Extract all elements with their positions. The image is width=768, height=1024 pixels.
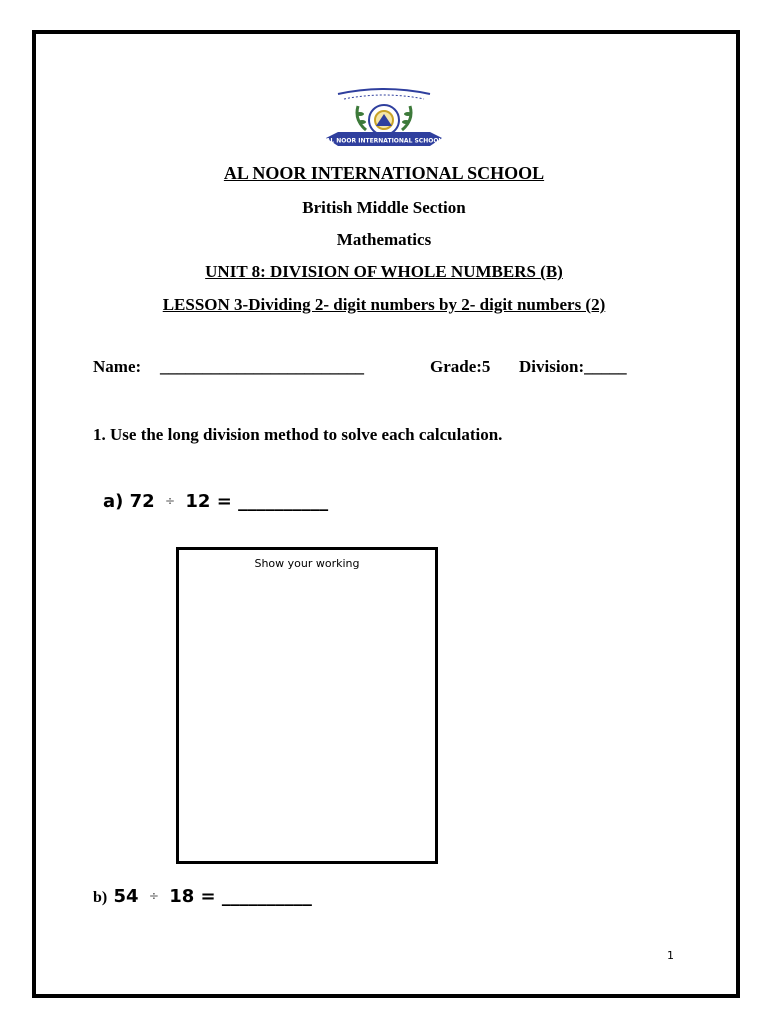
dividend: 72 (129, 491, 155, 512)
divisor: 12 (185, 491, 211, 512)
name-field[interactable]: ________________________ (160, 357, 364, 376)
answer-blank[interactable]: __________ (221, 886, 312, 907)
unit-title: UNIT 8: DIVISION OF WHOLE NUMBERS (B) (205, 262, 563, 281)
divide-icon: ÷ (165, 494, 176, 508)
problem-label: a) (103, 491, 124, 512)
subject-title: Mathematics (336, 230, 432, 249)
working-box[interactable] (176, 547, 438, 864)
page-number: 1 (667, 949, 674, 962)
grade-label: Grade:5 (430, 357, 491, 376)
problem-label: b) (93, 889, 108, 906)
lesson-title: LESSON 3-Dividing 2- digit numbers by 2- digit numbers (2) (162, 295, 606, 314)
school-logo (318, 86, 450, 152)
name-label: Name: (93, 357, 142, 376)
answer-blank[interactable]: __________ (238, 491, 329, 512)
school-crest-icon (318, 86, 450, 152)
divisor: 18 (169, 886, 195, 907)
svg-text:AL NOOR INTERNATIONAL SCHOOL: AL NOOR INTERNATIONAL SCHOOL (325, 137, 443, 145)
problem-a (103, 491, 328, 512)
question-instruction: 1. Use the long division method to solve each calculation. (93, 425, 503, 444)
divide-icon: ÷ (148, 889, 159, 903)
school-name: AL NOOR INTERNATIONAL SCHOOL (223, 163, 545, 183)
problem-b (93, 886, 312, 907)
equals-sign: = (216, 491, 232, 512)
dividend: 54 (113, 886, 139, 907)
division-field[interactable]: Division:_____ (519, 357, 627, 376)
section-title: British Middle Section (302, 198, 466, 217)
equals-sign: = (200, 886, 216, 907)
working-box-caption: Show your working (254, 557, 360, 570)
